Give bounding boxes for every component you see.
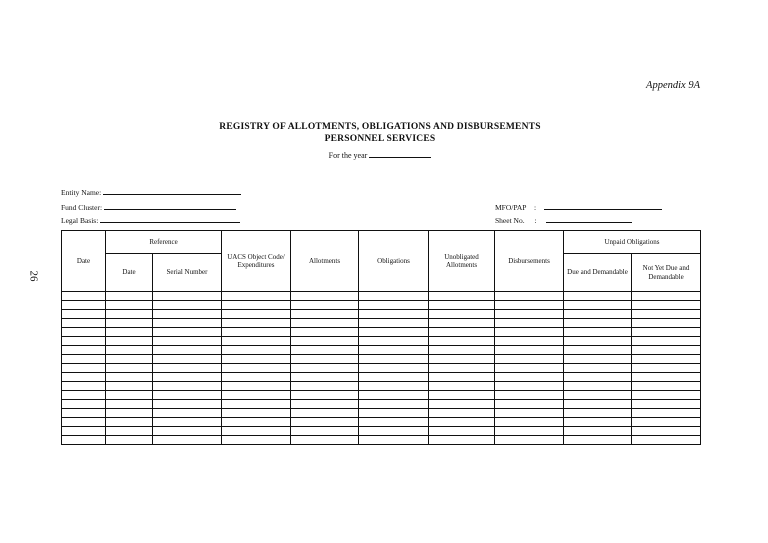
table-cell[interactable] [632,391,701,400]
table-cell[interactable] [62,328,106,337]
table-cell[interactable] [106,427,153,436]
table-cell[interactable] [564,292,632,301]
table-cell[interactable] [495,337,564,346]
table-cell[interactable] [291,400,359,409]
for-the-year-label: For the year [328,151,368,160]
table-cell[interactable] [153,391,222,400]
table-cell[interactable] [153,418,222,427]
table-cell[interactable] [632,346,701,355]
table-cell[interactable] [106,328,153,337]
table-cell[interactable] [564,391,632,400]
table-cell[interactable] [429,337,495,346]
sheet-no-colon: : [534,216,537,225]
table-cell[interactable] [564,355,632,364]
col-date: Date [62,231,106,292]
table-cell[interactable] [222,418,291,427]
table-cell[interactable] [153,319,222,328]
table-cell[interactable] [429,301,495,310]
table-row [62,346,701,355]
table-cell[interactable] [429,310,495,319]
table-row [62,427,701,436]
col-allotments: Allotments [291,231,359,292]
table-cell[interactable] [222,364,291,373]
mfo-pap-blank[interactable] [544,202,662,210]
fund-cluster-label: Fund Cluster: [61,203,103,212]
entity-name-field [61,187,241,197]
table-cell[interactable] [106,310,153,319]
table-cell[interactable] [564,418,632,427]
table-cell[interactable] [564,436,632,445]
table-cell[interactable] [632,310,701,319]
table-cell[interactable] [359,418,429,427]
table-cell[interactable] [62,346,106,355]
col-serial-number: Serial Number [153,254,222,292]
table-cell[interactable] [564,328,632,337]
table-cell[interactable] [359,328,429,337]
table-cell[interactable] [153,436,222,445]
entity-name-blank[interactable] [103,187,241,195]
table-cell[interactable] [291,310,359,319]
table-cell[interactable] [106,418,153,427]
table-cell[interactable] [495,346,564,355]
table-cell[interactable] [222,355,291,364]
table-cell[interactable] [106,346,153,355]
table-cell[interactable] [359,310,429,319]
table-cell[interactable] [62,355,106,364]
table-cell[interactable] [222,319,291,328]
table-row [62,328,701,337]
table-cell[interactable] [495,400,564,409]
table-cell[interactable] [291,391,359,400]
table-cell[interactable] [429,292,495,301]
table-cell[interactable] [359,301,429,310]
table-cell[interactable] [429,355,495,364]
table-cell[interactable] [291,292,359,301]
table-cell[interactable] [106,373,153,382]
table-cell[interactable] [222,310,291,319]
table-cell[interactable] [153,301,222,310]
table-cell[interactable] [62,400,106,409]
table-cell[interactable] [632,373,701,382]
col-uacs: UACS Object Code/ Expenditures [222,231,291,292]
table-cell[interactable] [106,382,153,391]
table-cell[interactable] [153,364,222,373]
table-cell[interactable] [632,319,701,328]
table-cell[interactable] [495,328,564,337]
table-cell[interactable] [106,391,153,400]
table-cell[interactable] [62,418,106,427]
table-cell[interactable] [359,292,429,301]
table-cell[interactable] [495,391,564,400]
table-cell[interactable] [222,382,291,391]
table-cell[interactable] [564,337,632,346]
legal-basis-field [61,215,240,225]
table-cell[interactable] [359,436,429,445]
table-cell[interactable] [429,409,495,418]
table-cell[interactable] [291,418,359,427]
table-cell[interactable] [359,391,429,400]
table-cell[interactable] [495,436,564,445]
table-cell[interactable] [564,409,632,418]
table-cell[interactable] [429,382,495,391]
table-cell[interactable] [62,409,106,418]
table-cell[interactable] [153,382,222,391]
table-row [62,409,701,418]
col-not-yet-due: Not Yet Due and Demandable [632,254,701,292]
table-cell[interactable] [62,364,106,373]
table-cell[interactable] [429,418,495,427]
table-cell[interactable] [429,328,495,337]
table-cell[interactable] [222,292,291,301]
table-cell[interactable] [429,400,495,409]
table-cell[interactable] [106,364,153,373]
table-cell[interactable] [153,409,222,418]
table-cell[interactable] [222,400,291,409]
table-cell[interactable] [106,319,153,328]
table-row [62,400,701,409]
table-cell[interactable] [291,364,359,373]
table-cell[interactable] [564,382,632,391]
table-cell[interactable] [359,427,429,436]
table-cell[interactable] [564,346,632,355]
col-obligations: Obligations [359,231,429,292]
table-cell[interactable] [359,346,429,355]
col-unobligated: Unobligated Allotments [429,231,495,292]
table-cell[interactable] [153,328,222,337]
table-cell[interactable] [429,436,495,445]
table-cell[interactable] [495,373,564,382]
table-cell[interactable] [106,337,153,346]
table-cell[interactable] [564,400,632,409]
table-cell[interactable] [62,337,106,346]
for-the-year-blank[interactable] [369,150,431,158]
table-cell[interactable] [495,301,564,310]
table-cell[interactable] [62,373,106,382]
table-row [62,436,701,445]
table-cell[interactable] [153,337,222,346]
table-cell[interactable] [222,346,291,355]
table-cell[interactable] [291,409,359,418]
table-cell[interactable] [153,373,222,382]
col-reference: Reference [106,231,222,254]
table-cell[interactable] [222,328,291,337]
table-cell[interactable] [495,310,564,319]
mfo-pap-colon: : [533,203,537,212]
table-row [62,310,701,319]
table-cell[interactable] [291,328,359,337]
table-row [62,364,701,373]
col-due-demandable: Due and Demandable [564,254,632,292]
table-cell[interactable] [495,409,564,418]
table-cell[interactable] [359,382,429,391]
table-row [62,418,701,427]
table-cell[interactable] [291,346,359,355]
table-cell[interactable] [62,382,106,391]
sheet-no-blank[interactable] [546,215,632,223]
table-cell[interactable] [429,364,495,373]
table-cell[interactable] [429,373,495,382]
sheet-no-field [495,215,632,225]
table-cell[interactable] [359,373,429,382]
table-cell[interactable] [495,427,564,436]
table-cell[interactable] [564,310,632,319]
table-cell[interactable] [564,319,632,328]
table-row [62,355,701,364]
mfo-pap-field [495,202,662,212]
table-cell[interactable] [632,337,701,346]
table-cell[interactable] [222,427,291,436]
table-cell[interactable] [62,310,106,319]
table-cell[interactable] [222,337,291,346]
table-cell[interactable] [62,301,106,310]
legal-basis-label: Legal Basis: [61,216,99,225]
col-disbursements: Disbursements [495,231,564,292]
table-cell[interactable] [106,301,153,310]
table-cell[interactable] [222,436,291,445]
registry-table [61,230,701,445]
table-cell[interactable] [62,292,106,301]
table-cell[interactable] [632,436,701,445]
table-cell[interactable] [632,418,701,427]
table-cell[interactable] [495,418,564,427]
table-cell[interactable] [153,292,222,301]
table-cell[interactable] [429,391,495,400]
table-cell[interactable] [62,427,106,436]
table-cell[interactable] [632,409,701,418]
table-cell[interactable] [62,436,106,445]
table-cell[interactable] [106,436,153,445]
sheet-no-label: Sheet No. [495,216,525,225]
table-row [62,373,701,382]
table-cell[interactable] [291,319,359,328]
for-the-year-line [0,150,760,160]
table-cell[interactable] [153,346,222,355]
table-cell[interactable] [222,409,291,418]
table-cell[interactable] [291,373,359,382]
table-cell[interactable] [291,301,359,310]
table-cell[interactable] [291,427,359,436]
entity-name-label: Entity Name: [61,188,102,197]
document-subtitle: PERSONNEL SERVICES [324,134,436,144]
table-cell[interactable] [495,319,564,328]
table-cell[interactable] [359,355,429,364]
appendix-label: Appendix 9A [646,80,700,91]
table-cell[interactable] [359,364,429,373]
table-cell[interactable] [62,319,106,328]
table-cell[interactable] [222,373,291,382]
fund-cluster-blank[interactable] [104,202,236,210]
fund-cluster-field [61,202,236,212]
document-title: REGISTRY OF ALLOTMENTS, OBLIGATIONS AND DISBURSEMENTS [219,122,541,132]
table-cell[interactable] [632,400,701,409]
table-cell[interactable] [495,382,564,391]
page-number: 26 [27,270,40,282]
table-row [62,301,701,310]
table-cell[interactable] [632,292,701,301]
table-cell[interactable] [564,364,632,373]
table-cell[interactable] [153,355,222,364]
table-cell[interactable] [359,400,429,409]
table-cell[interactable] [632,427,701,436]
col-ref-date: Date [106,254,153,292]
table-cell[interactable] [564,427,632,436]
table-cell[interactable] [106,409,153,418]
table-cell[interactable] [632,364,701,373]
table-row [62,382,701,391]
col-unpaid-obligations: Unpaid Obligations [564,231,701,254]
table-cell[interactable] [106,355,153,364]
table-cell[interactable] [429,346,495,355]
table-cell[interactable] [291,355,359,364]
table-cell[interactable] [291,382,359,391]
table-cell[interactable] [564,301,632,310]
table-cell[interactable] [632,301,701,310]
table-cell[interactable] [359,319,429,328]
table-cell[interactable] [62,391,106,400]
table-cell[interactable] [359,409,429,418]
table-row [62,292,701,301]
legal-basis-blank[interactable] [100,215,240,223]
table-cell[interactable] [153,427,222,436]
table-cell[interactable] [429,319,495,328]
table-cell[interactable] [291,436,359,445]
table-cell[interactable] [429,427,495,436]
table-body [62,292,701,445]
table-cell[interactable] [632,382,701,391]
table-cell[interactable] [495,364,564,373]
table-row [62,319,701,328]
table-cell[interactable] [495,355,564,364]
table-cell[interactable] [564,373,632,382]
table-cell[interactable] [153,400,222,409]
table-cell[interactable] [632,328,701,337]
table-row [62,391,701,400]
table-cell[interactable] [222,301,291,310]
table-cell[interactable] [359,337,429,346]
table-cell[interactable] [153,310,222,319]
table-cell[interactable] [222,391,291,400]
table-cell[interactable] [106,292,153,301]
table-cell[interactable] [495,292,564,301]
table-row [62,337,701,346]
table-cell[interactable] [106,400,153,409]
table-cell[interactable] [632,355,701,364]
mfo-pap-label: MFO/PAP [495,203,527,212]
table-cell[interactable] [291,337,359,346]
